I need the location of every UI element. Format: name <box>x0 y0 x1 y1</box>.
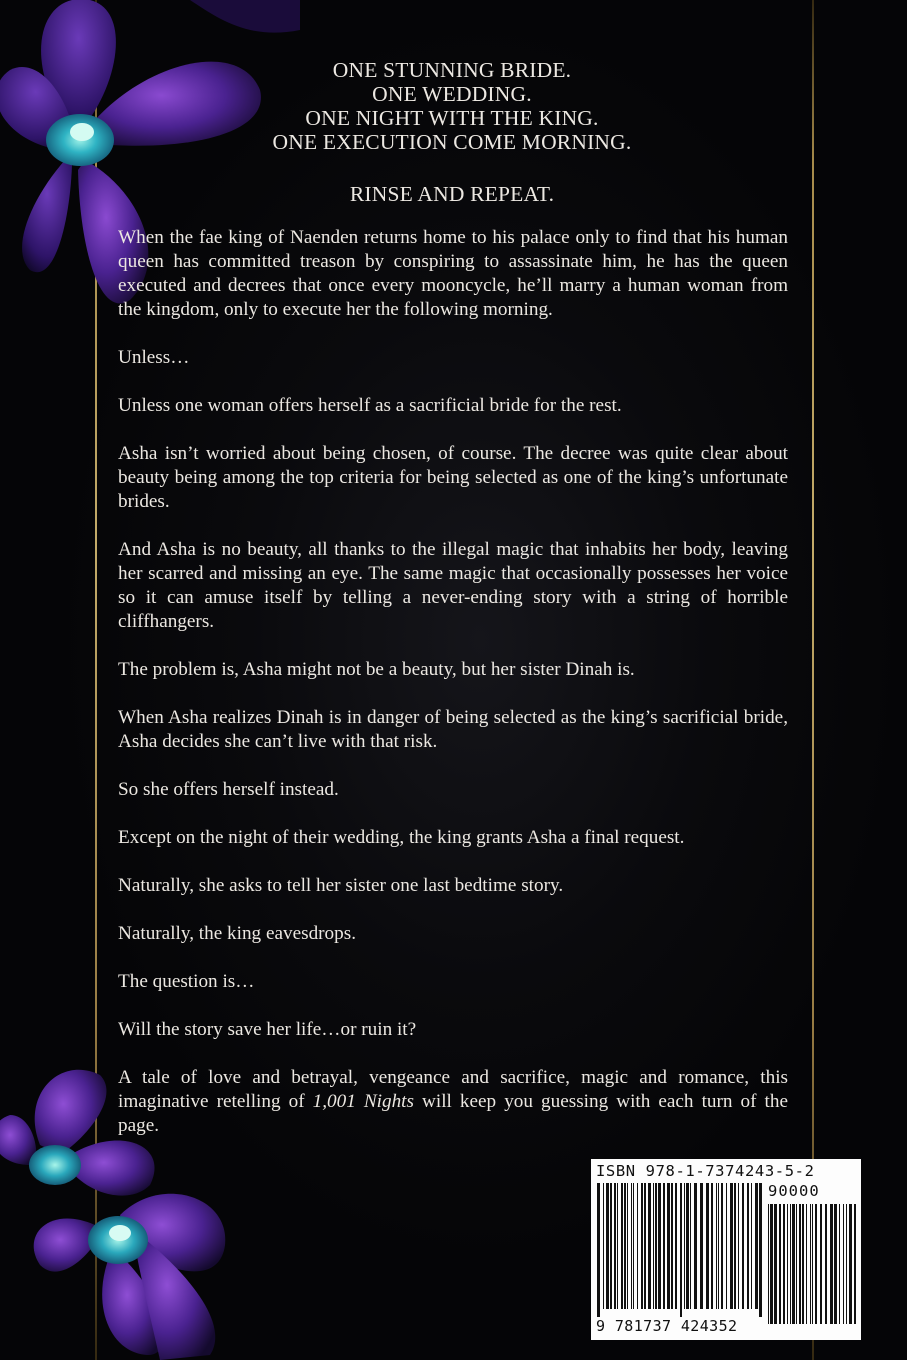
blurb-paragraph: Unless… <box>118 347 190 368</box>
blurb-paragraph: Except on the night of their wedding, the king grants Asha a final request. <box>118 827 685 848</box>
blurb-paragraph: Naturally, she asks to tell her sister one last bedtime story. <box>118 875 564 896</box>
barcode-bar <box>627 1183 628 1309</box>
right-gold-border <box>812 0 814 1360</box>
blurb-paragraph: And Asha is no beauty, all thanks to the illegal magic that inhabits her body, leaving her scarred and missing an eye. The same magic that occasionally possesses her voice so it can amuse itself by telling a never-ending story with a string of horrible cliffhangers. <box>118 539 788 632</box>
barcode-bar <box>653 1183 654 1309</box>
barcode-bar <box>614 1183 616 1309</box>
barcode-bar <box>812 1204 813 1324</box>
barcode-bar <box>751 1183 752 1309</box>
barcode-bar <box>738 1183 739 1309</box>
closing-text-start: A tale of love and betrayal, vengeance and sacrifice, magic and romance, this imaginative retelling of <box>118 1067 788 1112</box>
barcode-bar <box>675 1183 677 1309</box>
barcode-bar <box>759 1183 762 1317</box>
barcode-bar <box>721 1183 723 1309</box>
blurb-paragraph: Naturally, the king eavesdrops. <box>118 923 356 944</box>
barcode-bar <box>658 1183 661 1309</box>
blurb-paragraph: When the fae king of Naenden returns home to his palace only to find that his human queen has committed treason by conspiring to assassinate him, he has the queen executed and decrees that once every mooncycle, he’ll marry a human woman from the kingdom, only to execute her the following morning. <box>118 227 788 320</box>
barcode-bar <box>843 1204 844 1324</box>
headline-line-1: ONE STUNNING BRIDE. <box>332 58 572 82</box>
blurb-closing-paragraph <box>118 1066 788 1138</box>
barcode-bar <box>617 1183 618 1309</box>
barcode-bar <box>597 1183 600 1317</box>
barcode-bar <box>633 1183 634 1309</box>
blurb-paragraph: When Asha realizes Dinah is in danger of being selected as the king’s sacrificial bride, Asha decides she can’t live with that risk. <box>118 707 788 752</box>
barcode-bar <box>854 1204 856 1324</box>
barcode-bar <box>834 1204 837 1324</box>
barcode-bar <box>820 1204 822 1324</box>
barcode-bar <box>690 1183 691 1309</box>
book-title-italic: 1,001 Nights <box>312 1091 414 1112</box>
barcode-bar <box>825 1204 827 1324</box>
blurb-paragraph: The problem is, Asha might not be a beauty, but her sister Dinah is. <box>118 659 635 680</box>
barcode-bar <box>606 1183 609 1309</box>
barcode-bar <box>790 1204 791 1324</box>
ean-bars <box>597 1183 763 1317</box>
barcode-bar <box>680 1183 682 1317</box>
barcode-bar <box>787 1204 788 1324</box>
headline-block <box>118 58 786 206</box>
blurb-paragraph: Asha isn’t worried about being chosen, of course. The decree was quite clear about beauty being among the top criteria for being selected as one of the king’s unfortunate brides. <box>118 443 788 512</box>
barcode-bar <box>796 1204 797 1324</box>
ean-digits: 9 781737 424352 <box>596 1317 738 1335</box>
barcode-bar <box>730 1183 733 1309</box>
barcode-bar <box>603 1183 604 1309</box>
barcode-bar <box>802 1204 804 1324</box>
barcode-bar <box>839 1204 840 1324</box>
barcode-bar <box>726 1183 727 1309</box>
headline-rinse-repeat: RINSE AND REPEAT. <box>349 182 555 206</box>
barcode-bar <box>644 1183 646 1309</box>
barcode-bar <box>655 1183 657 1309</box>
barcode-bar <box>742 1183 744 1309</box>
blurb-paragraph: Unless one woman offers herself as a sacrificial bride for the rest. <box>118 395 622 416</box>
isbn-text: ISBN 978-1-7374243-5-2 <box>596 1162 815 1180</box>
barcode-bar <box>706 1183 709 1309</box>
barcode-bar <box>774 1204 777 1324</box>
barcode-bar <box>747 1183 749 1309</box>
blurb-paragraph: The question is… <box>118 971 255 992</box>
barcode-bar <box>684 1183 685 1309</box>
barcode-bar <box>718 1183 719 1309</box>
barcode-bar <box>621 1183 623 1309</box>
blurb-paragraph: So she offers herself instead. <box>118 779 339 800</box>
barcode-bar <box>624 1183 626 1309</box>
barcode-bar <box>663 1183 665 1309</box>
barcode-bar <box>849 1204 852 1324</box>
barcode-bar <box>641 1183 643 1309</box>
barcode-bar <box>799 1204 801 1324</box>
barcode-bar <box>792 1204 795 1324</box>
barcode-bar <box>631 1183 632 1309</box>
addon-price-code: 90000 <box>768 1182 820 1200</box>
barcode-bar <box>830 1204 833 1324</box>
barcode-bar <box>716 1183 717 1309</box>
barcode-bar <box>711 1183 713 1309</box>
barcode-bar <box>779 1204 781 1324</box>
headline-line-2: ONE WEDDING. <box>372 82 532 106</box>
barcode-bar <box>637 1183 638 1309</box>
headline-line-3: ONE NIGHT WITH THE KING. <box>305 106 599 130</box>
barcode-bar <box>806 1204 807 1324</box>
barcode-bar <box>648 1183 651 1309</box>
closing-text-end: will keep you guessing with each turn of the page. <box>118 1091 788 1136</box>
barcode-bar <box>610 1183 612 1309</box>
barcode-bar <box>694 1183 697 1309</box>
barcode-bar <box>768 1204 769 1324</box>
barcode-bar <box>671 1183 673 1309</box>
barcode-bar <box>700 1183 703 1309</box>
addon-bars <box>768 1204 856 1324</box>
blurb-paragraph: Will the story save her life…or ruin it? <box>118 1019 417 1040</box>
barcode-bar <box>815 1204 817 1324</box>
barcode-bar <box>846 1204 847 1324</box>
barcode-bar <box>783 1204 785 1324</box>
headline-line-4: ONE EXECUTION COME MORNING. <box>272 130 632 154</box>
barcode-bar <box>810 1204 811 1324</box>
blurb-body <box>118 226 788 1138</box>
barcode-bar <box>770 1204 773 1324</box>
barcode-bar <box>734 1183 736 1309</box>
isbn-barcode <box>591 1159 861 1340</box>
barcode-bar <box>755 1183 758 1309</box>
barcode-bar <box>667 1183 670 1309</box>
barcode-bar <box>686 1183 689 1309</box>
